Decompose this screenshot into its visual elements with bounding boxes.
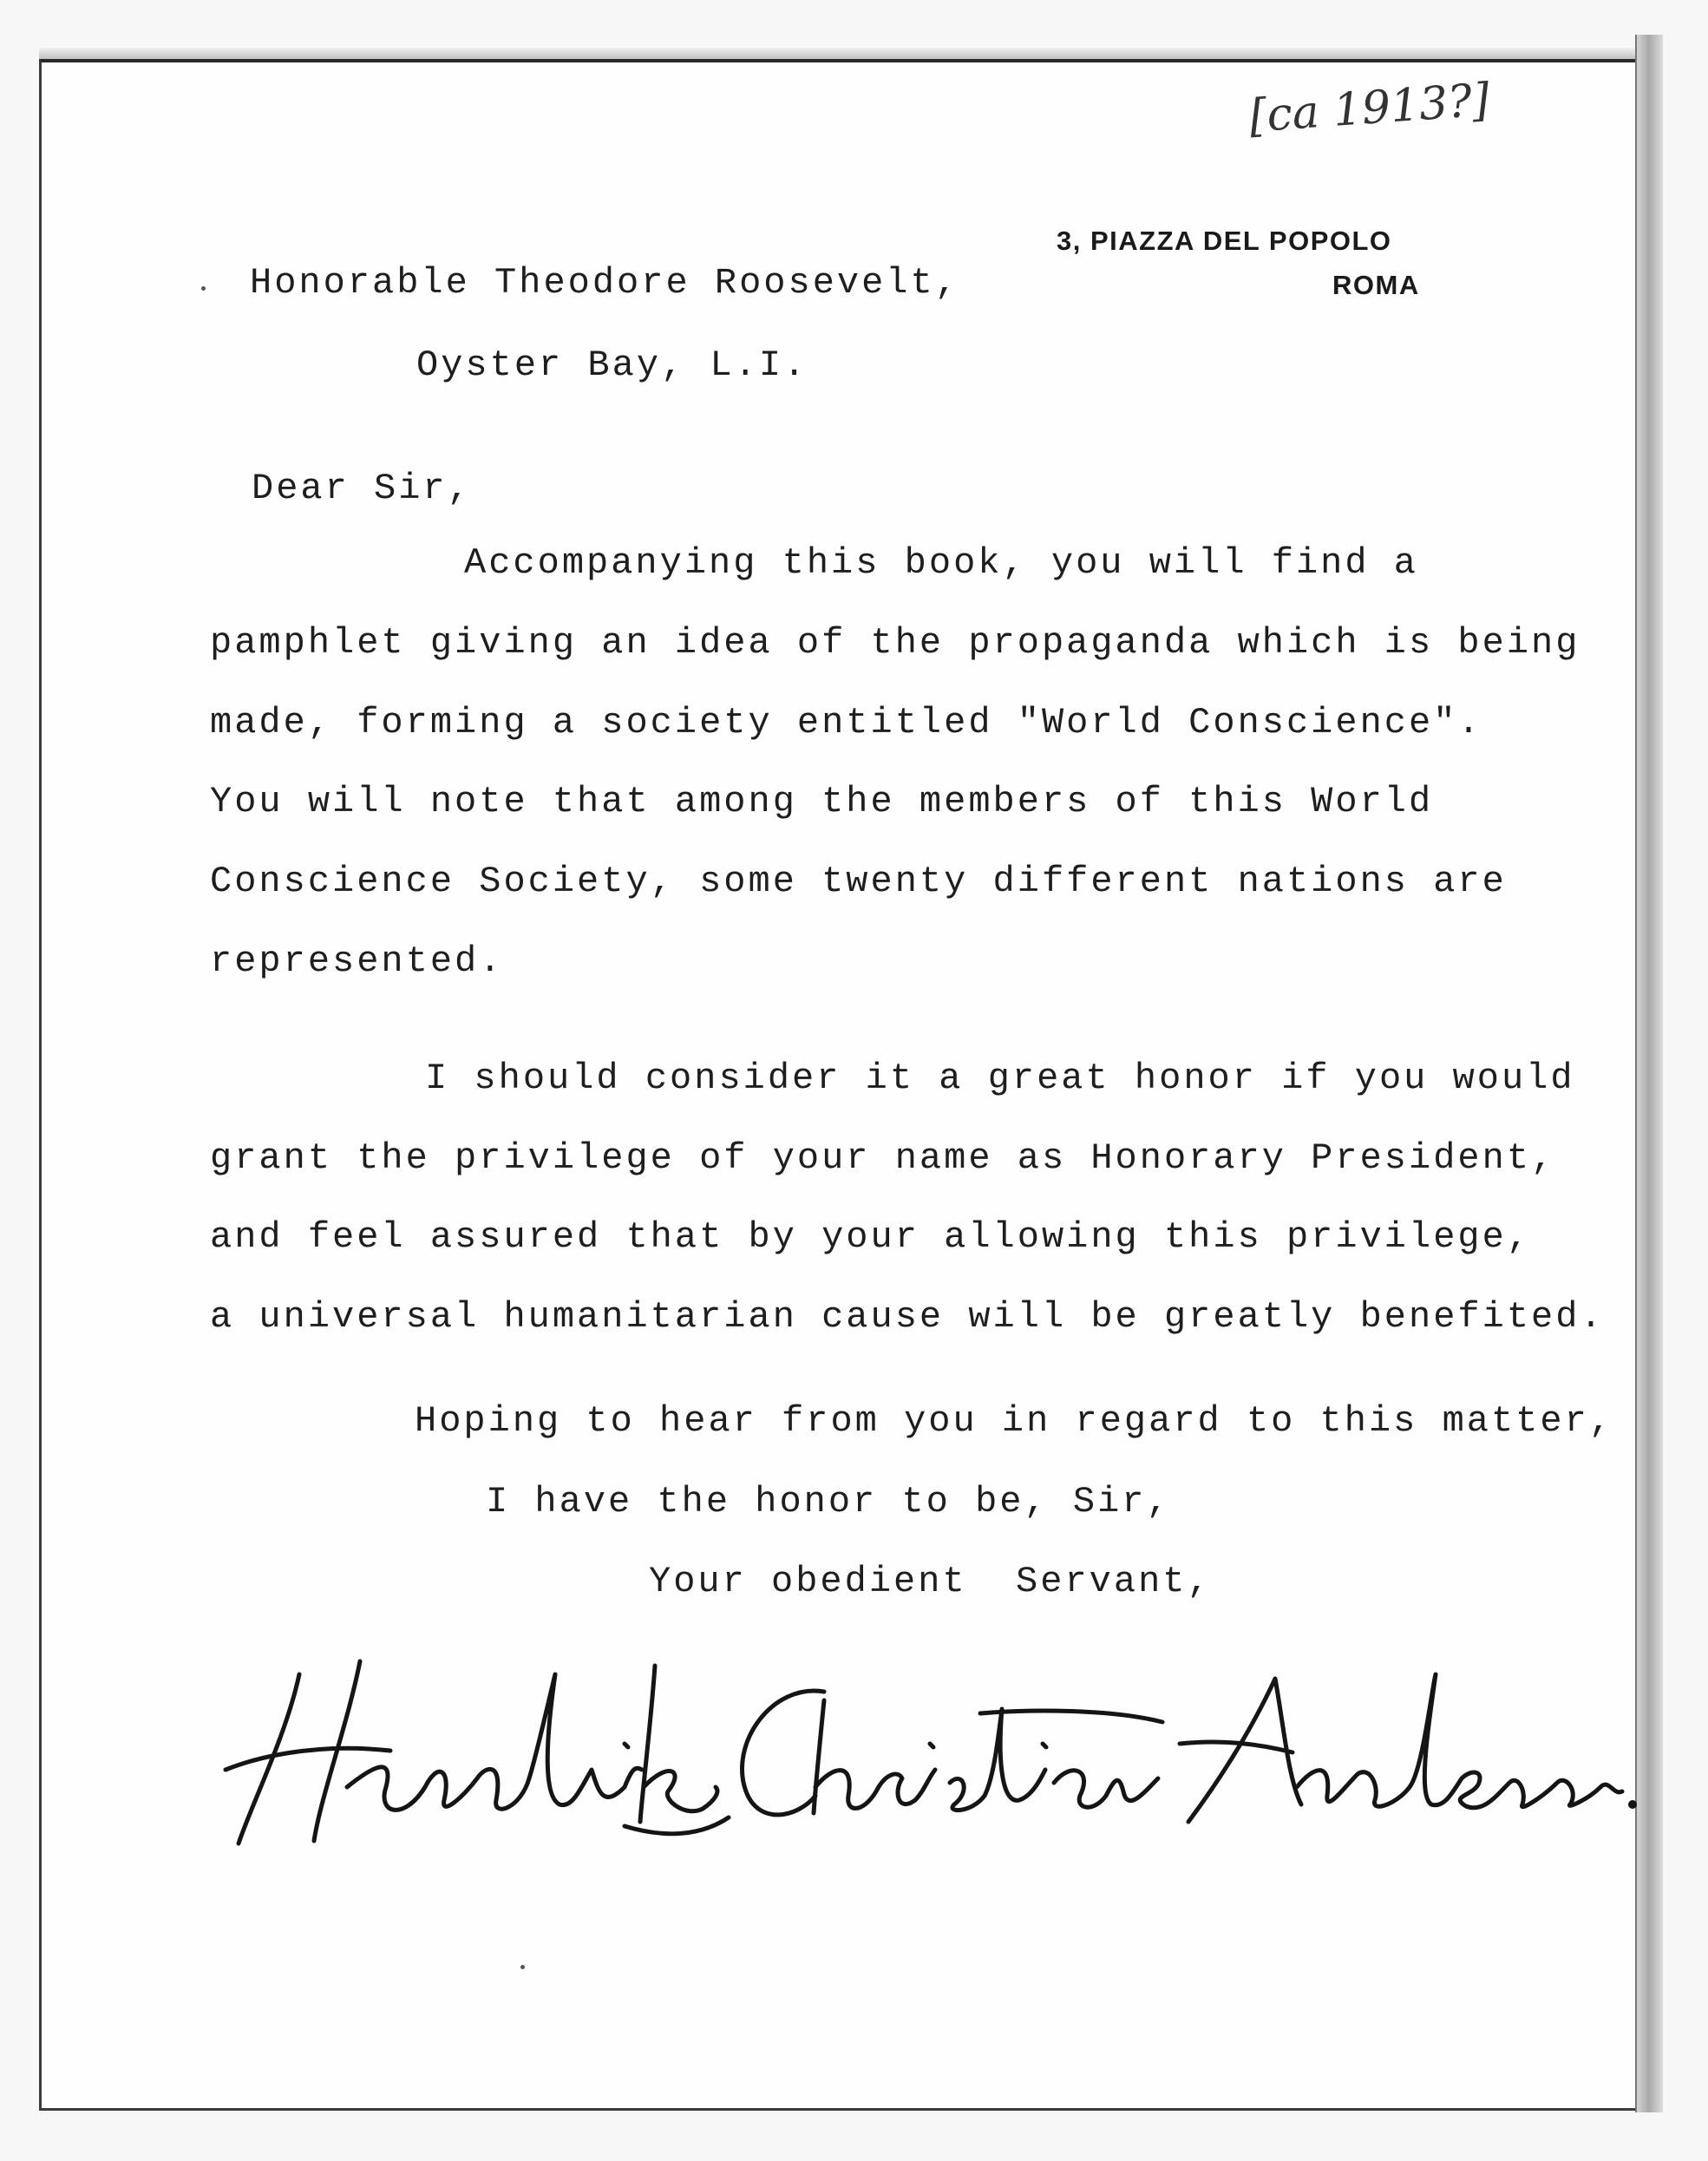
letterhead-city: ROMA — [1332, 270, 1420, 300]
recipient-name: Honorable Theodore Roosevelt, — [250, 262, 959, 304]
paragraph-line: represented. — [210, 940, 504, 982]
signature-image — [217, 1640, 1639, 1856]
paragraph-line: You will note that among the members of this World — [210, 781, 1434, 822]
closing-line: Hoping to hear from you in regard to this matter, — [415, 1400, 1614, 1442]
paragraph-line: Conscience Society, some twenty different nations are — [210, 861, 1507, 902]
closing-line: Your obedient Servant, — [649, 1561, 1212, 1602]
recipient-location: Oyster Bay, L.I. — [416, 344, 808, 386]
paragraph-line: grant the privilege of your name as Honorary President, — [210, 1137, 1556, 1179]
closing-line: I have the honor to be, Sir, — [486, 1481, 1171, 1523]
paper-top-edge — [39, 48, 1652, 60]
paragraph-line: and feel assured that by your allowing this privilege, — [210, 1216, 1532, 1258]
paper-speck — [201, 286, 206, 291]
paragraph-line: made, forming a society entitled "World Conscience". — [210, 702, 1482, 743]
paragraph-line: pamphlet giving an idea of the propaganda which is being — [210, 622, 1580, 664]
archive-date-note: [ca 1913?] — [1247, 74, 1492, 143]
paragraph-line: a universal humanitarian cause will be greatly benefited. — [210, 1296, 1605, 1338]
paper-speck — [520, 1965, 525, 1969]
paragraph-line: Accompanying this book, you will find a — [464, 542, 1418, 584]
paragraph-line: I should consider it a great honor if you would — [425, 1058, 1575, 1099]
letterhead-address: 3, PIAZZA DEL POPOLO — [1057, 226, 1392, 256]
salutation: Dear Sir, — [252, 468, 472, 509]
